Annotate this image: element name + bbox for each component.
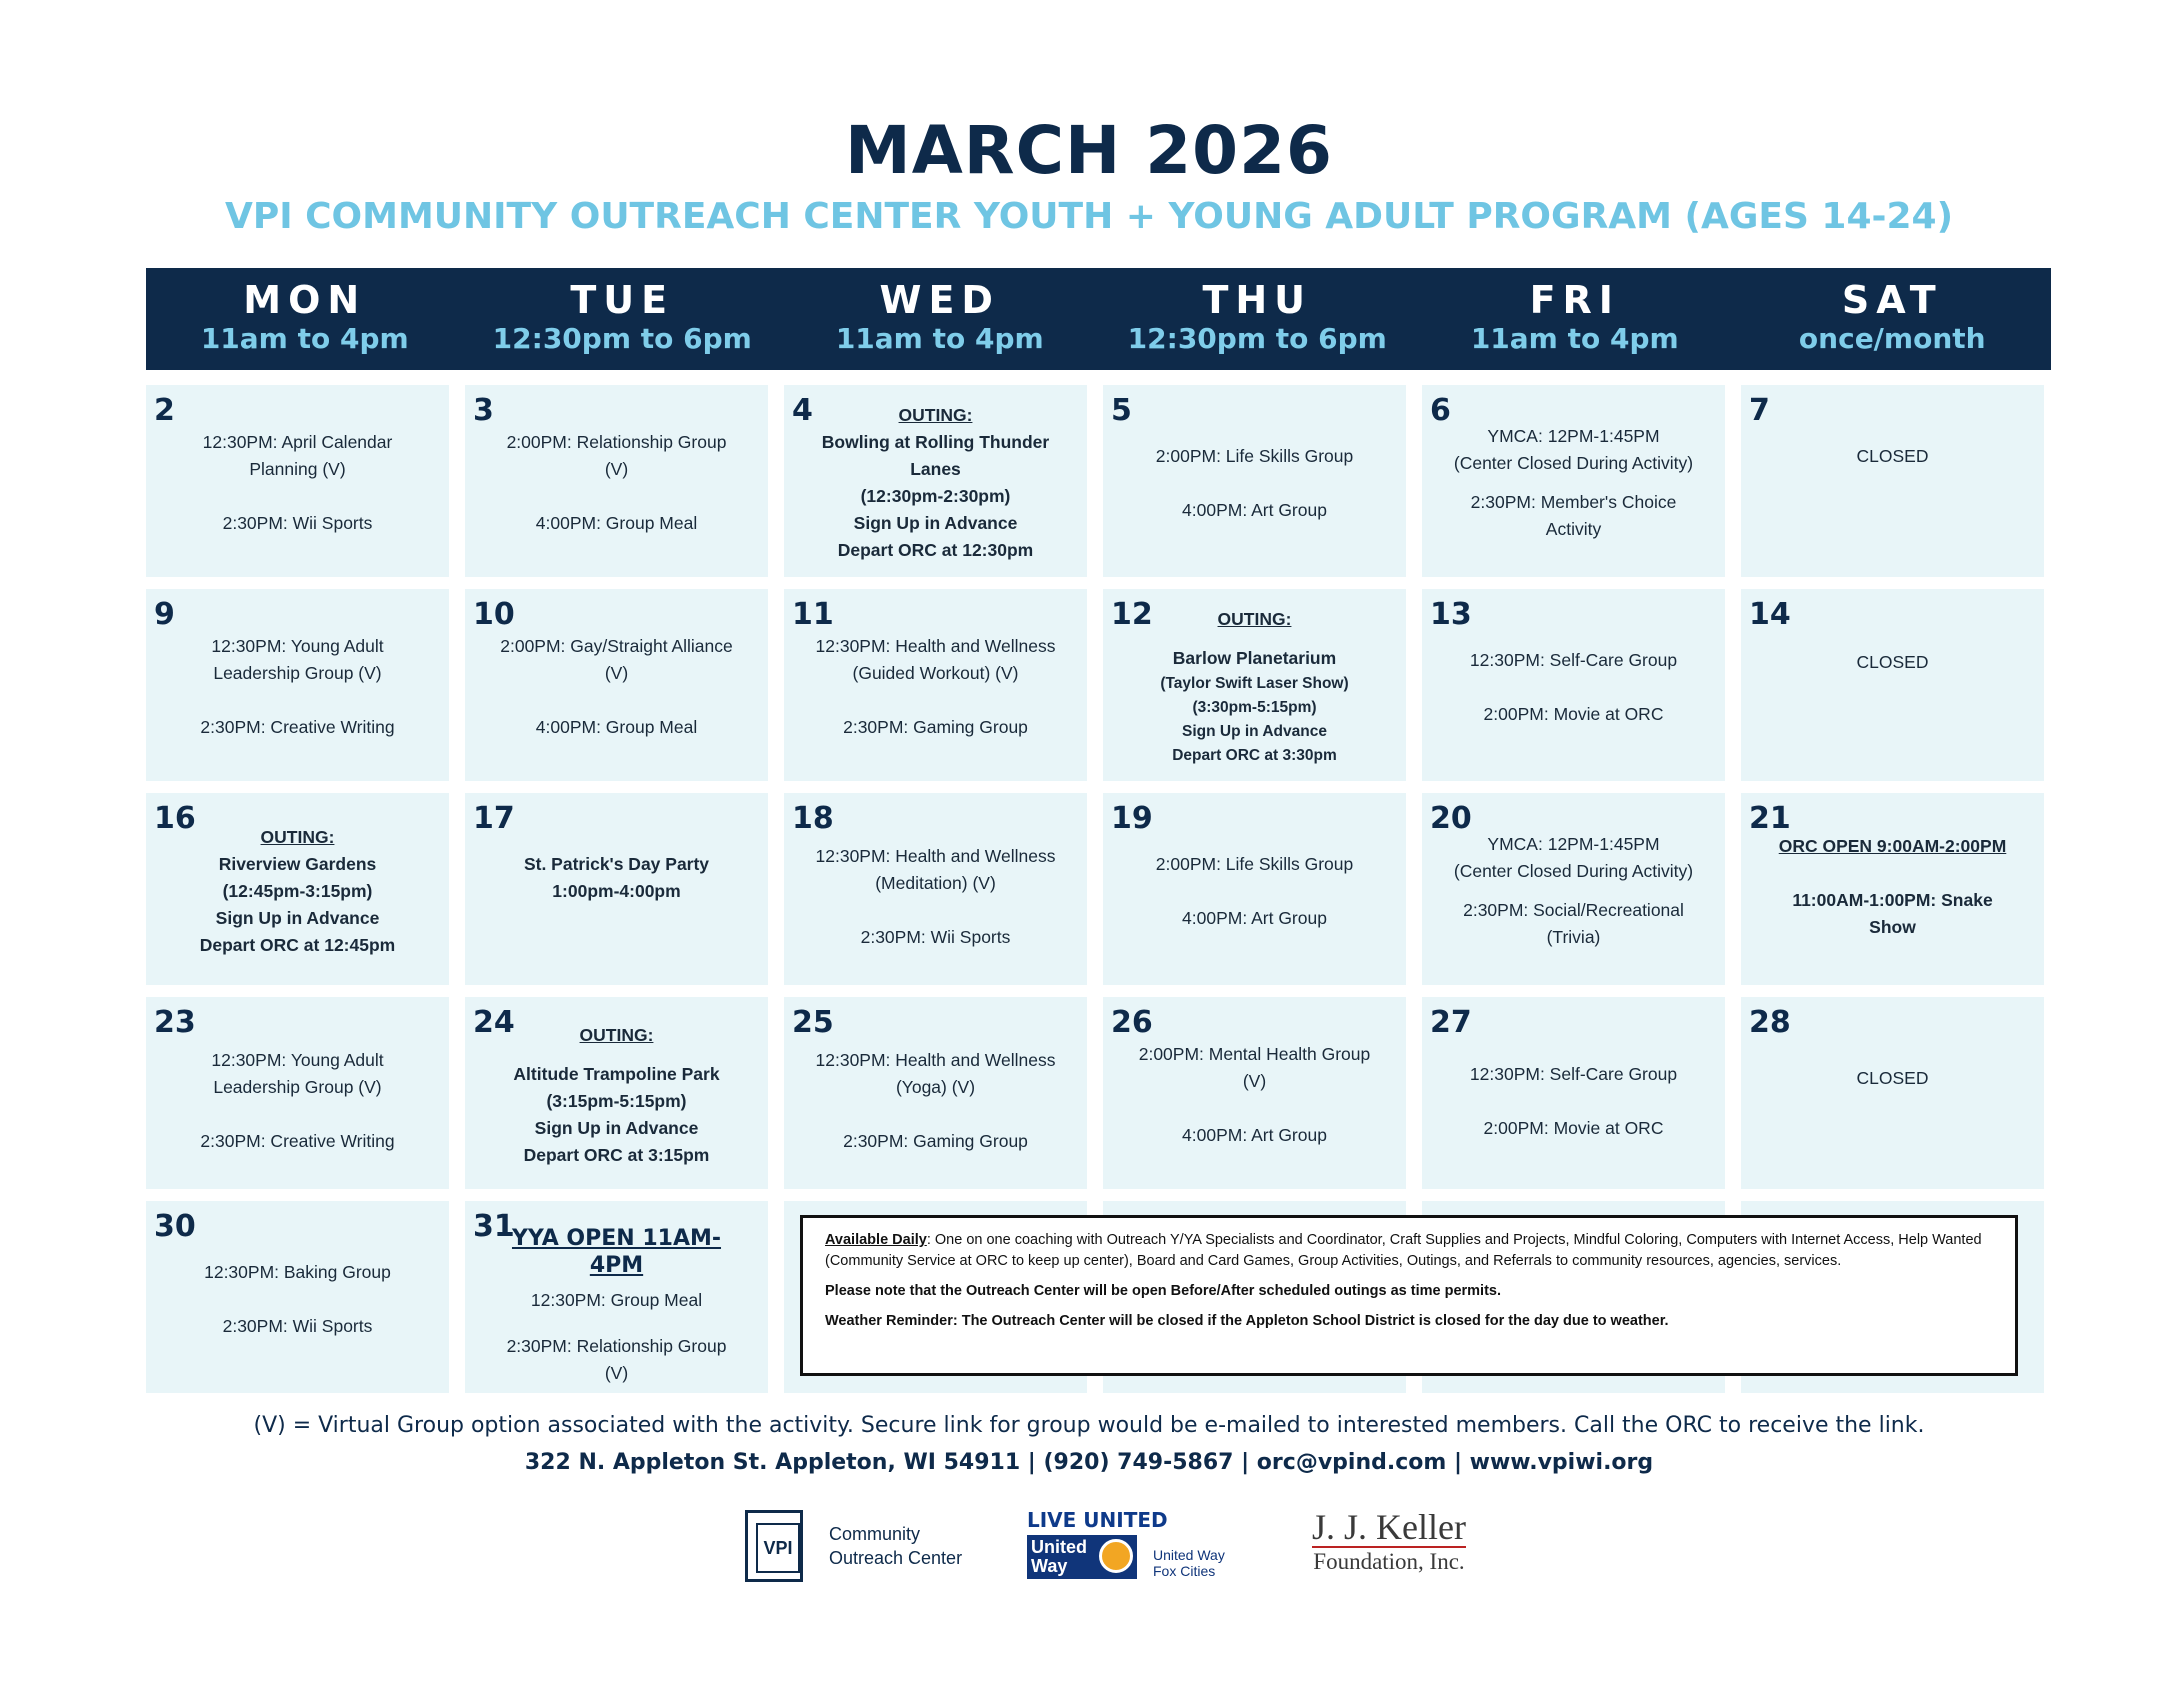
day-cell-23: 23 12:30PM: Young Adult Leadership Group (V) 2:30PM: Creative Writing: [146, 997, 449, 1189]
header-thu: THU 12:30pm to 6pm: [1127, 278, 1387, 355]
jj-keller-logo: J. J. Keller Foundation, Inc.: [1312, 1507, 1466, 1574]
header-mon: MON 11am to 4pm: [200, 278, 409, 355]
available-daily-note: Available Daily: One on one coaching with Outreach Y/YA Specialists and Coordinator, Craft Supplies and Projects, Mindful Coloring, Computers with Internet Access, Help Wanted (Community Service at ORC to keep up center), Board and Card Games, Group Activities, Outings, and Referrals to community resources, agencies, services.: [825, 1232, 1982, 1269]
day-cell-19: 19 2:00PM: Life Skills Group 4:00PM: Art Group: [1103, 793, 1406, 985]
day-cell-16: 16 OUTING: Riverview Gardens (12:45pm-3:15pm) Sign Up in Advance Depart ORC at 12:45pm: [146, 793, 449, 985]
day-cell-2: 2 12:30PM: April Calendar Planning (V) 2:30PM: Wii Sports: [146, 385, 449, 577]
header-tue: TUE 12:30pm to 6pm: [492, 278, 752, 355]
header-fri: FRI 11am to 4pm: [1470, 278, 1679, 355]
day-cell-13: 13 12:30PM: Self-Care Group 2:00PM: Movie at ORC: [1422, 589, 1725, 781]
united-way-logo: LIVE UNITED United Way United Way Fox Cities: [1027, 1508, 1225, 1579]
day-cell-25: 25 12:30PM: Health and Wellness (Yoga) (V) 2:30PM: Gaming Group: [784, 997, 1087, 1189]
contact-info: 322 N. Appleton St. Appleton, WI 54911 | (920) 749-5867 | orc@vpind.com | www.vpiwi.org: [524, 1450, 1654, 1475]
day-cell-30: 30 12:30PM: Baking Group 2:30PM: Wii Sports: [146, 1201, 449, 1393]
day-cell-5: 5 2:00PM: Life Skills Group 4:00PM: Art Group: [1103, 385, 1406, 577]
page-subtitle: VPI COMMUNITY OUTREACH CENTER YOUTH + YOUNG ADULT PROGRAM (AGES 14-24): [224, 196, 1954, 237]
header-wed: WED 11am to 4pm: [835, 278, 1044, 355]
day-cell-28: 28 CLOSED: [1741, 997, 2044, 1189]
day-cell-17: 17 St. Patrick's Day Party 1:00pm-4:00pm: [465, 793, 768, 985]
day-cell-4: 4 OUTING: Bowling at Rolling Thunder Lanes (12:30pm-2:30pm) Sign Up in Advance Depart ORC at 12:30pm: [784, 385, 1087, 577]
vpi-mark: VPI: [745, 1510, 803, 1582]
day-cell-31: 31 YYA OPEN 11AM-4PM 12:30PM: Group Meal 2:30PM: Relationship Group (V): [465, 1201, 768, 1393]
notes-box: [800, 1215, 2018, 1376]
day-cell-18: 18 12:30PM: Health and Wellness (Meditation) (V) 2:30PM: Wii Sports: [784, 793, 1087, 985]
day-cell-26: 26 2:00PM: Mental Health Group (V) 4:00PM: Art Group: [1103, 997, 1406, 1189]
weather-note: Weather Reminder: The Outreach Center will be closed if the Appleton School District is closed for the day due to weather.: [825, 1313, 1669, 1329]
outing-note: Please note that the Outreach Center will be open Before/After scheduled outings as time permits.: [825, 1283, 1502, 1299]
day-cell-10: 10 2:00PM: Gay/Straight Alliance (V) 4:00PM: Group Meal: [465, 589, 768, 781]
vpi-logo: VPI Community Outreach Center: [745, 1510, 962, 1582]
day-cell-6: 6 YMCA: 12PM-1:45PM (Center Closed During Activity) 2:30PM: Member's Choice Activity: [1422, 385, 1725, 577]
day-cell-20: 20 YMCA: 12PM-1:45PM (Center Closed During Activity) 2:30PM: Social/Recreational (Trivia): [1422, 793, 1725, 985]
page-title: MARCH 2026: [845, 112, 1333, 189]
day-cell-3: 3 2:00PM: Relationship Group (V) 4:00PM: Group Meal: [465, 385, 768, 577]
weekday-header: [146, 268, 2051, 370]
day-cell-21: 21 ORC OPEN 9:00AM-2:00PM 11:00AM-1:00PM: Snake Show: [1741, 793, 2044, 985]
united-way-sun-icon: [1099, 1539, 1133, 1573]
day-cell-27: 27 12:30PM: Self-Care Group 2:00PM: Movie at ORC: [1422, 997, 1725, 1189]
header-sat: SAT once/month: [1798, 278, 1986, 355]
day-cell-24: 24 OUTING: Altitude Trampoline Park (3:15pm-5:15pm) Sign Up in Advance Depart ORC at 3:15pm: [465, 997, 768, 1189]
day-cell-7: 7 CLOSED: [1741, 385, 2044, 577]
day-cell-11: 11 12:30PM: Health and Wellness (Guided Workout) (V) 2:30PM: Gaming Group: [784, 589, 1087, 781]
virtual-group-note: (V) = Virtual Group option associated with the activity. Secure link for group would be e-mailed to interested members. Call the ORC to receive the link.: [253, 1413, 1925, 1438]
day-cell-14: 14 CLOSED: [1741, 589, 2044, 781]
day-cell-12: 12 OUTING: Barlow Planetarium (Taylor Swift Laser Show) (3:30pm-5:15pm) Sign Up in Advance Depart ORC at 3:30pm: [1103, 589, 1406, 781]
day-cell-9: 9 12:30PM: Young Adult Leadership Group (V) 2:30PM: Creative Writing: [146, 589, 449, 781]
